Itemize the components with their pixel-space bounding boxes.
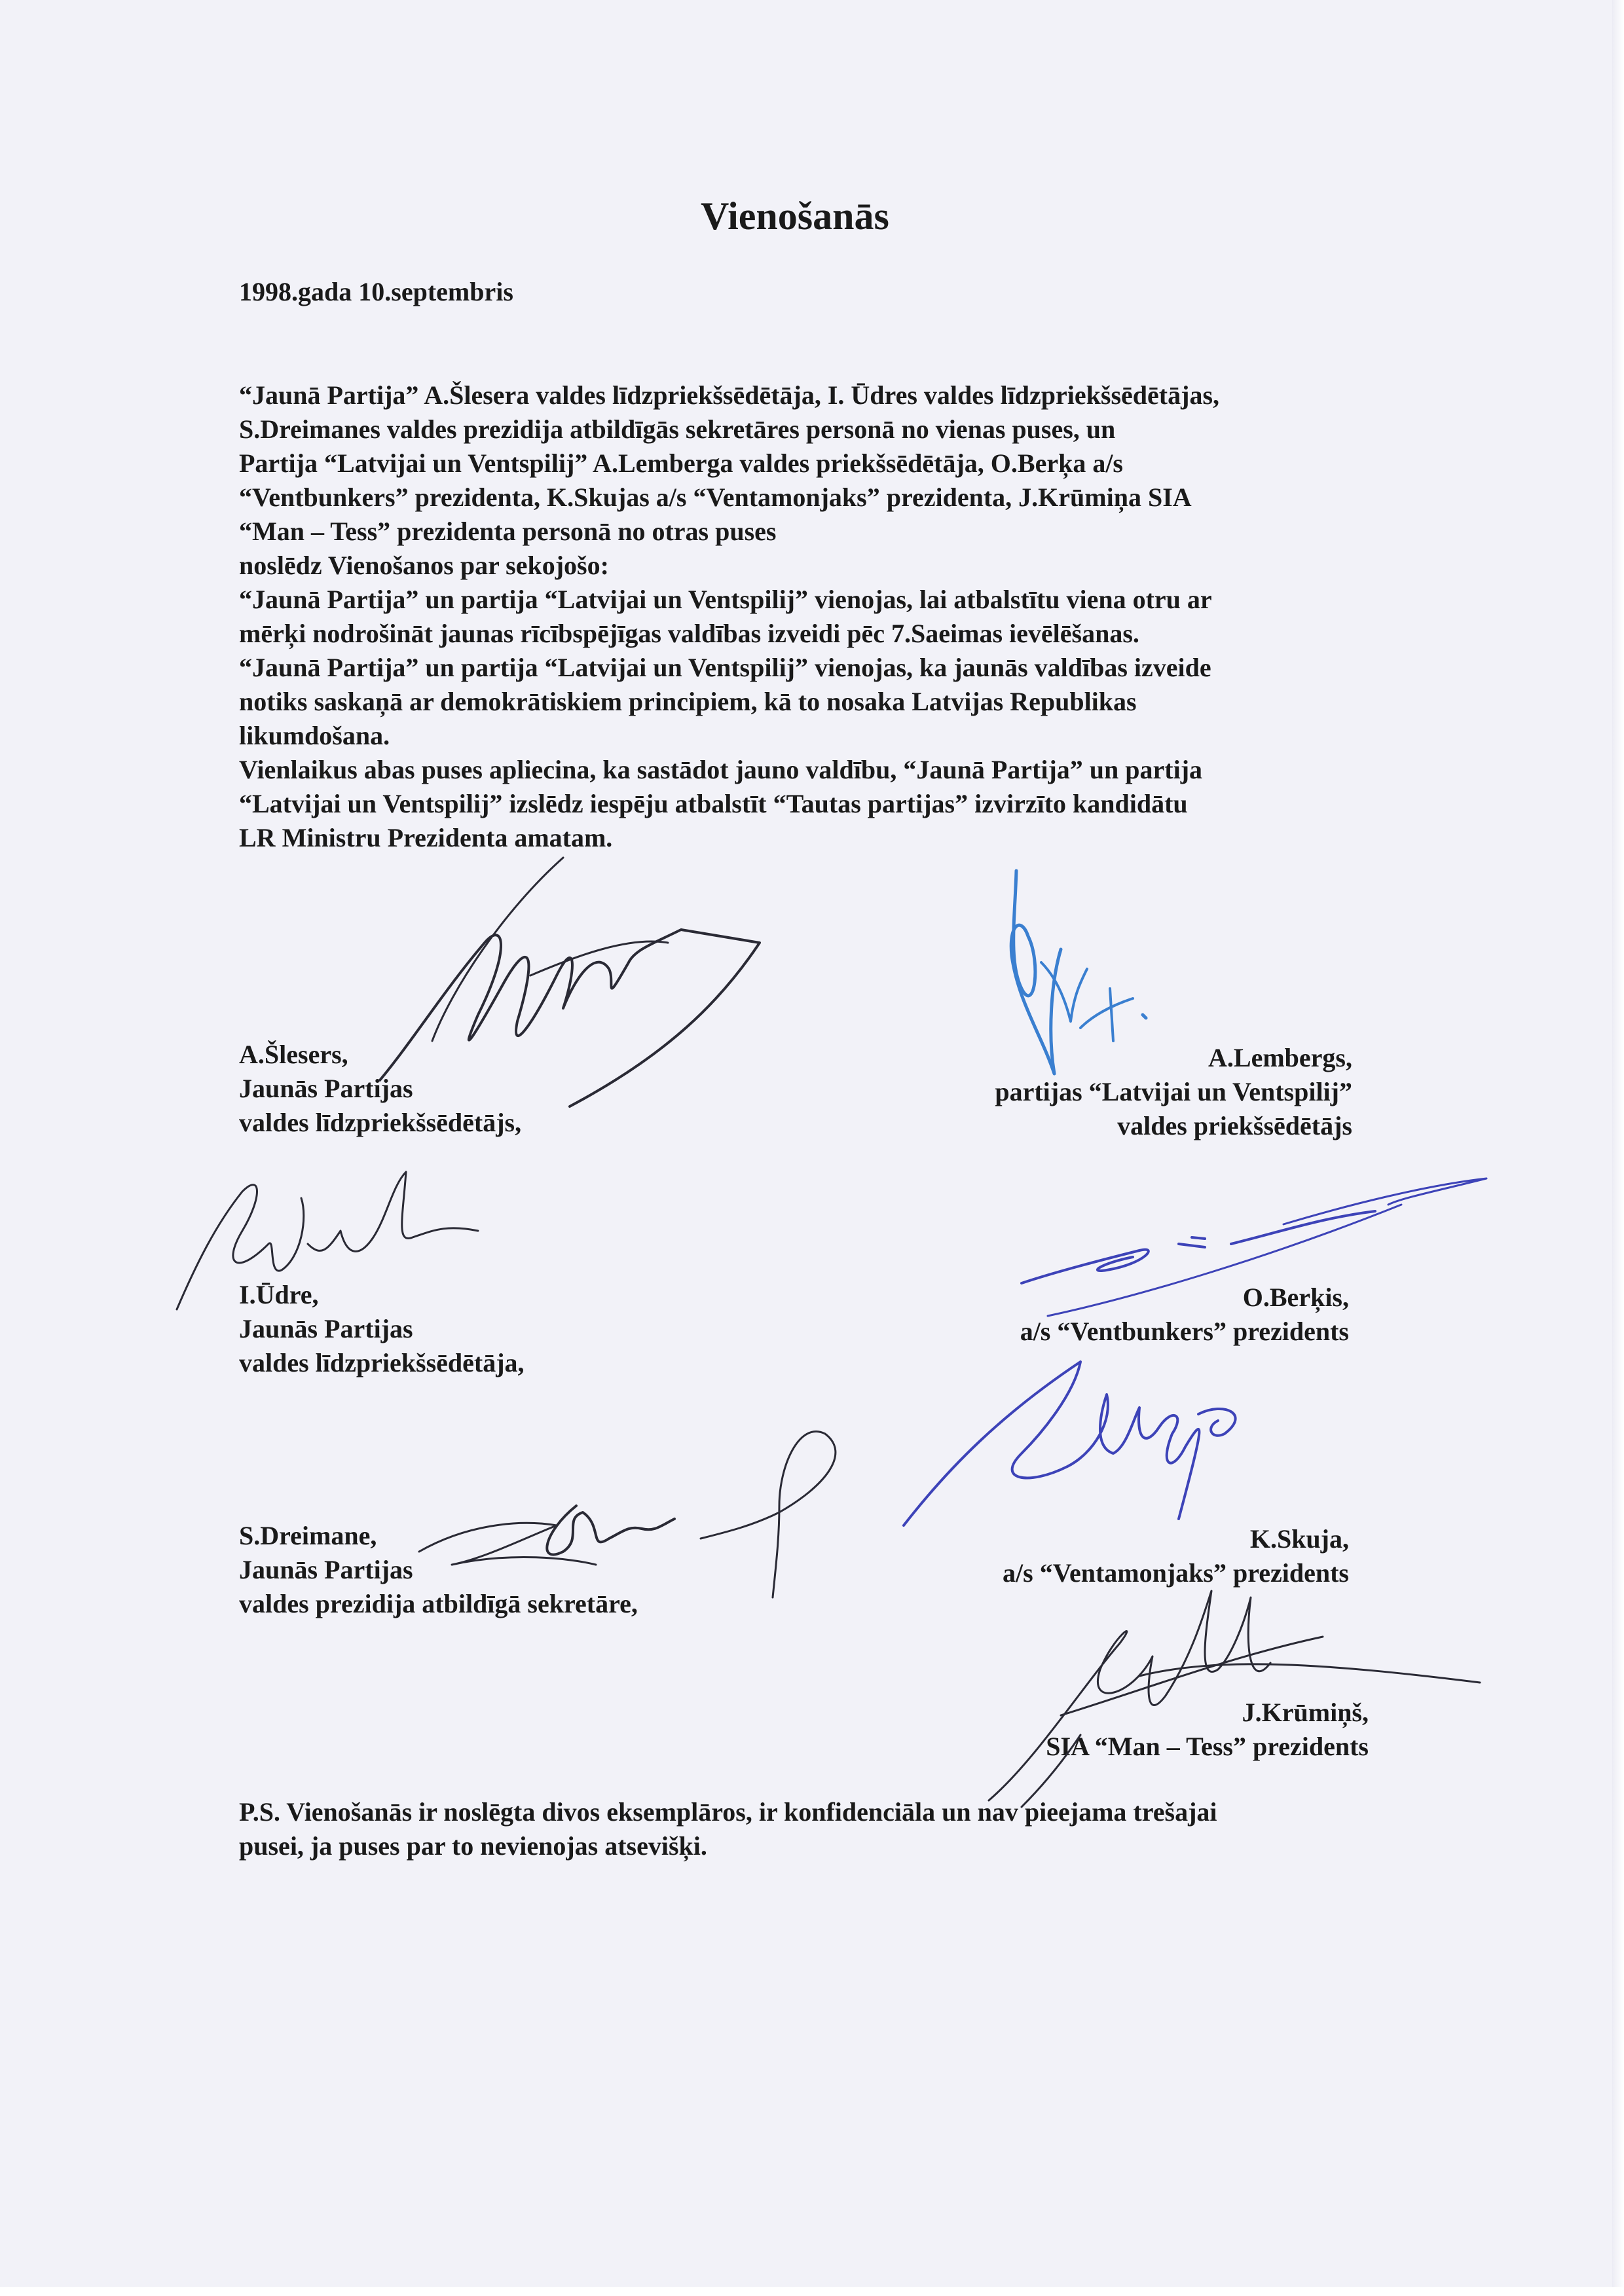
- signatory-org: Jaunās Partijas: [239, 1074, 413, 1103]
- agreement-body: [239, 378, 1219, 855]
- signatory-name: J.Krūmiņš,: [1242, 1698, 1369, 1727]
- body-line: “Jaunā Partija” un partija “Latvijai un Ventspilij” vienojas, lai atbalstītu viena otru ar: [239, 585, 1212, 614]
- signatory-org: Jaunās Partijas: [239, 1314, 413, 1343]
- document-date: 1998.gada 10.septembris: [239, 277, 513, 306]
- signatory-name: A.Lembergs,: [1208, 1043, 1352, 1072]
- body-line: noslēdz Vienošanos par sekojošo:: [239, 551, 609, 580]
- signatory-name: K.Skuja,: [1249, 1524, 1349, 1554]
- body-line: notiks saskaņā ar demokrātiskiem principiem, kā to nosaka Latvijas Republikas: [239, 687, 1137, 716]
- signature-krumins: [982, 1584, 1506, 1820]
- signatory-name: I.Ūdre,: [239, 1280, 319, 1309]
- signatory-role: a/s “Ventbunkers” prezidents: [1020, 1317, 1349, 1346]
- signatory-org: partijas “Latvijai un Ventspilij”: [995, 1077, 1352, 1106]
- postscript-line: P.S. Vienošanās ir noslēgta divos eksemplāros, ir konfidenciāla un nav pieejama trešajai: [239, 1797, 1217, 1827]
- signatory-name: O.Berķis,: [1242, 1283, 1349, 1312]
- document-title: Vienošanās: [701, 194, 889, 238]
- signature-berkis: [1008, 1165, 1506, 1322]
- signature-skuja: [897, 1355, 1264, 1545]
- signatory-role: valdes prezidija atbildīgā sekretāre,: [239, 1589, 638, 1618]
- body-line: mērķi nodrošināt jaunas rīcībspējīgas valdības izveidi pēc 7.Saeimas ievēlēšanas.: [239, 619, 1139, 648]
- body-line: “Man – Tess” prezidenta personā no otras puses: [239, 517, 777, 546]
- signatory-role: valdes līdzpriekšsēdētāja,: [239, 1348, 525, 1377]
- signatory-role: valdes priekšsēdētājs: [1117, 1111, 1352, 1140]
- signatory-role: valdes līdzpriekšsēdētājs,: [239, 1108, 522, 1137]
- body-line: “Jaunā Partija” un partija “Latvijai un Ventspilij” vienojas, ka jaunās valdības izveide: [239, 653, 1211, 682]
- body-line: Partija “Latvijai un Ventspilij” A.Lemberga valdes priekšsēdētāja, O.Berķa a/s: [239, 448, 1123, 478]
- body-line: “Ventbunkers” prezidenta, K.Skujas a/s “Ventamonjaks” prezidenta, J.Krūmiņa SIA: [239, 483, 1192, 512]
- signatory-name: A.Šlesers,: [239, 1040, 348, 1069]
- scan-edge-right: [1612, 0, 1624, 2296]
- body-line: “Jaunā Partija” A.Šlesera valdes līdzpriekšsēdētāja, I. Ūdres valdes līdzpriekšsēdētājas,: [239, 380, 1220, 410]
- body-line: likumdošana.: [239, 721, 390, 750]
- postscript-line: pusei, ja puses par to nevienojas atsevišķi.: [239, 1831, 707, 1861]
- signatory-org: Jaunās Partijas: [239, 1555, 413, 1584]
- body-line: S.Dreimanes valdes prezidija atbildīgās sekretāres personā no vienas puses, un: [239, 414, 1116, 444]
- body-line: LR Ministru Prezidenta amatam.: [239, 823, 613, 852]
- signatory-name: S.Dreimane,: [239, 1521, 377, 1550]
- signature-lembergs: [982, 864, 1179, 1100]
- body-line: Vienlaikus abas puses apliecina, ka sastādot jauno valdību, “Jaunā Partija” un partija: [239, 755, 1203, 784]
- signature-udre: [170, 1159, 511, 1329]
- scan-edge-bottom: [0, 2287, 1624, 2296]
- signature-slesers: [354, 845, 773, 1120]
- signatory-role: a/s “Ventamonjaks” prezidents: [1003, 1558, 1349, 1588]
- body-line: “Latvijai un Ventspilij” izslēdz iespēju atbalstīt “Tautas partijas” izvirzīto kandidātu: [239, 789, 1188, 818]
- signature-dreimane: [413, 1427, 858, 1611]
- signatory-role: SIA “Man – Tess” prezidents: [1046, 1732, 1369, 1761]
